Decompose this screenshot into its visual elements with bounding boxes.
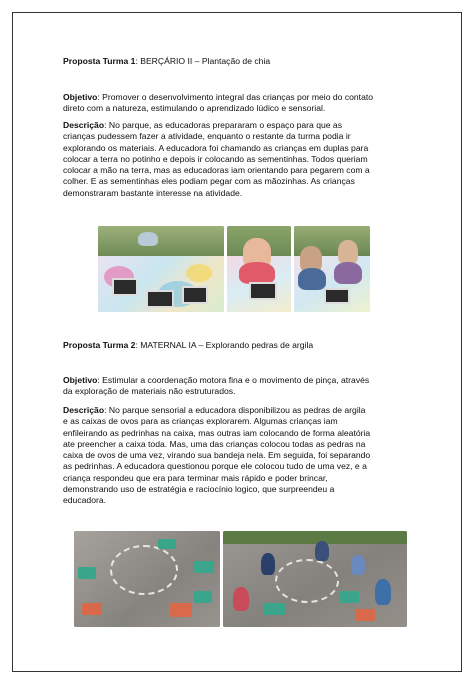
- proposal-1-objective: Objetivo: Promover o desenvolvimento integral das crianças por meio do contato direto com a natureza, estimulando o aprendizado lúdico e sensorial.: [63, 92, 374, 114]
- photo-chia-activity-overview: [98, 226, 224, 312]
- proposal-2-description: Descrição: No parque sensorial a educadora disponibilizou as pedras de argila e as caixas de ovos para as crianças explorarem. Algumas crianças iam enfileirando as pedrinhas na caixa, mas outras iam colocando de forma aleatória ate preencher a caixa toda. Mas, uma das crianças colocou todas as pedras na caixa de ovos de uma vez, virando sua bandeja nela. Em seguida, foi separando as pedrinhas. A educadora questionou porque ele colocou tudo de uma vez, e a criança respondeu que era para terminar mais rápido e poder brincar, demonstrando uso de estratégia e raciocínio logico, que surpreendeu a educadora.: [63, 405, 371, 506]
- proposal-2-photo-row: [74, 531, 407, 627]
- proposal-1-description: Descrição: No parque, as educadoras prepararam o espaço para que as crianças pudessem fazer a atividade, enquanto o restante da turma podia ir explorando os materiais. A educadora foi chamando as crianças em duplas para colocar a terra no potinho e depois ir colocando as sementinhas. Todos queriam colocar a mão na terra, mas as educadoras iam orientando para pegarem com a colher. E as sementinhas eles podiam pegar com as mãozinhas. As crianças demonstraram bastante interesse na atividade.: [63, 120, 370, 198]
- photo-clay-stones-overview: [74, 531, 220, 627]
- proposal-1-photo-row: [98, 226, 370, 312]
- proposal-1-title: Proposta Turma 1: BERÇÁRIO II – Plantação de chia: [63, 56, 271, 66]
- photo-clay-stones-children: [223, 531, 407, 627]
- photo-chia-two-children: [294, 226, 370, 312]
- proposal-2-title: Proposta Turma 2: MATERNAL IA – Explorando pedras de argila: [63, 340, 314, 350]
- photo-chia-child-with-tray: [227, 226, 291, 312]
- proposal-2-objective: Objetivo: Estimular a coordenação motora fina e o movimento de pinça, através da exploração de materiais não estruturados.: [63, 375, 370, 397]
